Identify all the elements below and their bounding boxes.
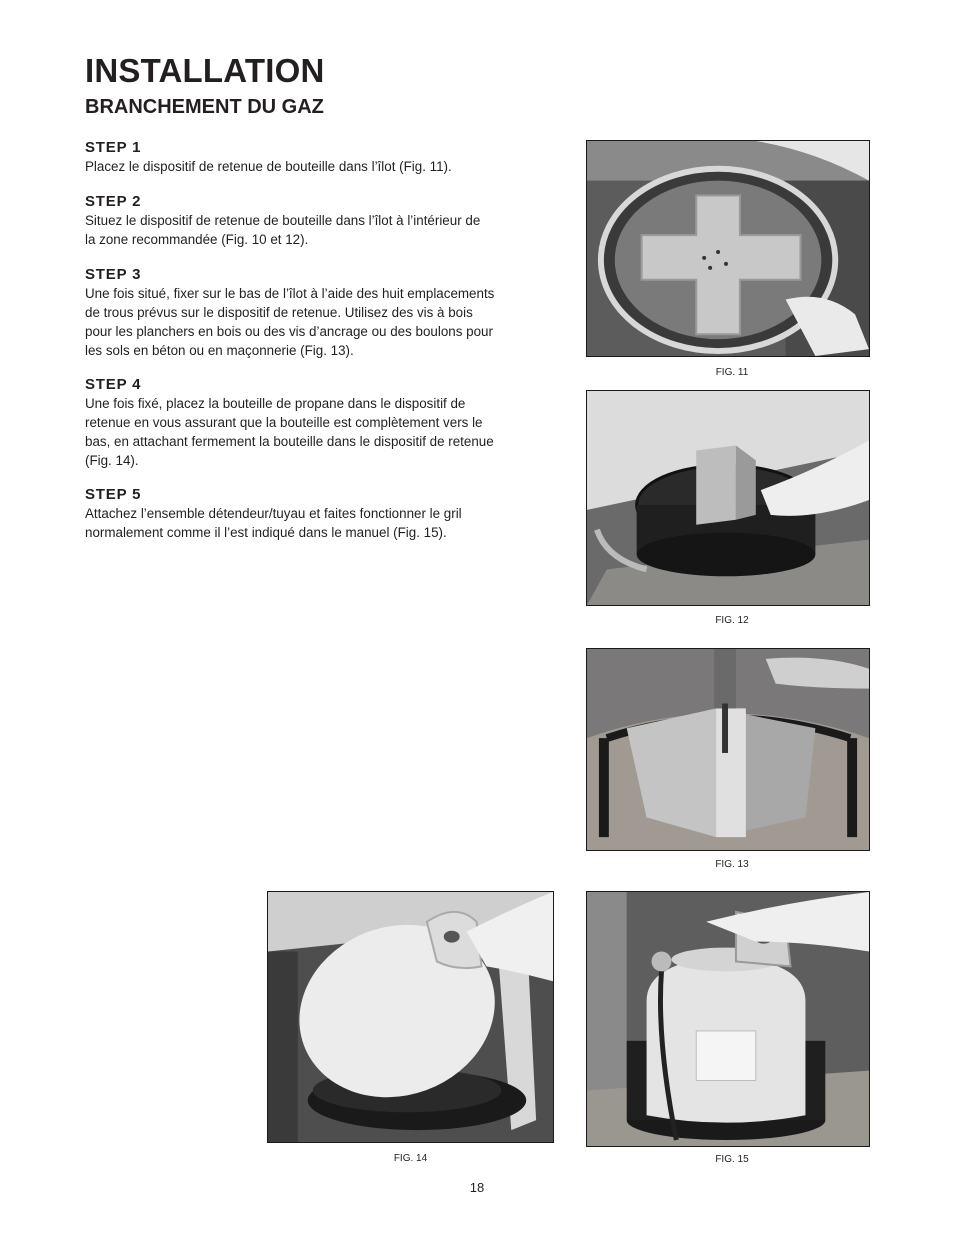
fig-14-illustration (268, 892, 553, 1142)
fig-12-illustration (587, 391, 869, 605)
fig-11-caption: FIG. 11 (715, 367, 749, 378)
step-3 (85, 266, 570, 360)
step-text-line: normalement comme il l’est indiqué dans le manuel (Fig. 15). (85, 525, 447, 540)
section-subtitle: BRANCHEMENT DU GAZ (85, 96, 324, 118)
step-text-line: bas, en attachant fermement la bouteille dans le dispositif de retenue (85, 434, 494, 449)
step-text (85, 284, 570, 360)
fig-15-photo (586, 891, 870, 1147)
fig-11-photo (586, 140, 870, 357)
page-title: INSTALLATION (85, 52, 325, 89)
step-text-line: Situez le dispositif de retenue de bouteille dans l’îlot à l’intérieur de (85, 213, 481, 228)
step-text (85, 504, 570, 542)
fig-15-caption: FIG. 15 (715, 1154, 749, 1165)
fig-14-caption: FIG. 14 (393, 1153, 428, 1164)
step-heading: STEP 1 (85, 139, 142, 156)
fig-15-illustration (587, 892, 869, 1146)
step-heading: STEP 2 (85, 193, 142, 210)
fig-12-photo (586, 390, 870, 606)
fig-14-photo (267, 891, 554, 1143)
fig-13-illustration (587, 649, 869, 850)
step-heading: STEP 5 (85, 486, 142, 503)
step-heading: STEP 4 (85, 376, 142, 393)
step-text-line: Attachez l’ensemble détendeur/tuyau et faites fonctionner le gril (85, 506, 462, 521)
step-text-line: Une fois fixé, placez la bouteille de propane dans le dispositif de (85, 396, 466, 411)
fig-13-photo (586, 648, 870, 851)
fig-13-caption: FIG. 13 (715, 859, 749, 870)
step-4 (85, 376, 570, 470)
step-text-line: retenue en vous assurant que la bouteille est complètement vers le (85, 415, 483, 430)
page-number: 18 (469, 1180, 485, 1195)
step-2 (85, 193, 570, 249)
step-text-line: la zone recommandée (Fig. 10 et 12). (85, 232, 309, 247)
step-text (85, 211, 570, 249)
step-text (85, 394, 570, 470)
step-text (85, 157, 570, 176)
step-text-line: pour les planchers en bois ou des vis d’ancrage ou des boulons pour (85, 324, 493, 339)
step-5 (85, 486, 570, 542)
step-heading: STEP 3 (85, 266, 142, 283)
step-1 (85, 139, 570, 176)
step-text-line: Placez le dispositif de retenue de bouteille dans l’îlot (Fig. 11). (85, 159, 452, 174)
step-text-line: de trous prévus sur le dispositif de retenue. Utilisez des vis à bois (85, 305, 473, 320)
step-text-line: Une fois situé, fixer sur le bas de l’îlot à l’aide des huit emplacements (85, 286, 495, 301)
step-text-line: les sols en béton ou en maçonnerie (Fig. 13). (85, 343, 354, 358)
fig-12-caption: FIG. 12 (715, 615, 749, 626)
step-text-line: (Fig. 14). (85, 453, 139, 468)
fig-11-illustration (587, 141, 869, 356)
